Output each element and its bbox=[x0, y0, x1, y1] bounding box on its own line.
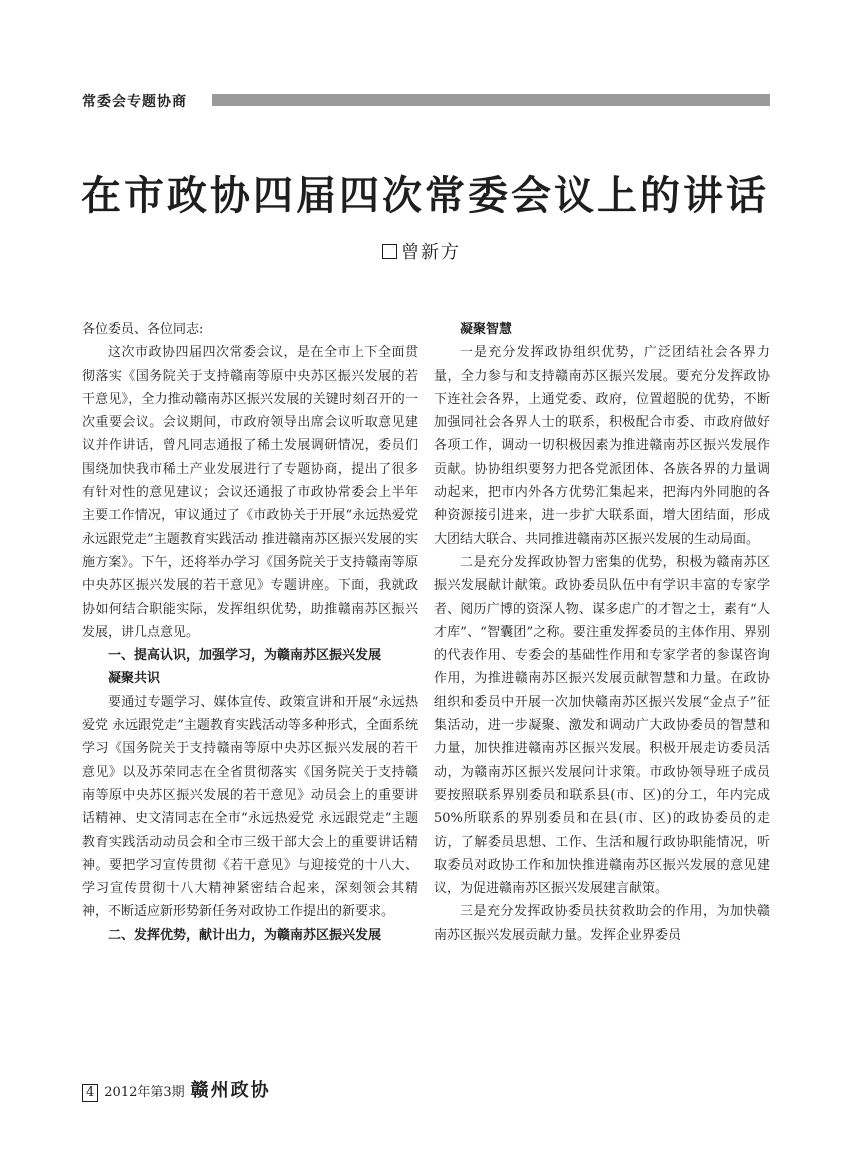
section-heading-1: 一、提高认识，加强学习，为赣南苏区振兴发展 bbox=[108, 648, 382, 664]
left-column bbox=[82, 318, 418, 947]
footer bbox=[82, 1076, 271, 1102]
paragraph-study: 要通过专题学习、媒体宣传、政策宣讲和开展“永远热爱党 永远跟党走”主题教育实践活动等多种形式，全面系统学习《国务院关于支持赣南等原中央苏区振兴发展的若干意见》以及苏荣同志在全省贯彻落实《国务院关于支持赣南等原中央苏区振兴发展的若干意见》动员会上的重要讲话精神、史文清同志在全市“永远热爱党 永远跟党走”主题教育实践活动动员会和全市三级干部大会上的重要讲话精神。要把学习宣传贯彻《若干意见》与迎接党的十八大、学习宣传贯彻十八大精神紧密结合起来，深刻领会其精神，不断适应新形势新任务对政协工作提出的新要求。 bbox=[82, 694, 418, 920]
author-name: 曾新方 bbox=[401, 242, 461, 263]
section-heading-1-cont: 凝聚共识 bbox=[108, 671, 161, 687]
issue-label: 2012年第3期 bbox=[104, 1085, 185, 1100]
section-heading-2-cont: 凝聚智慧 bbox=[460, 322, 513, 337]
section-tag: 常委会专题协商 bbox=[82, 94, 187, 110]
paragraph-point-1: 一是充分发挥政协组织优势，广泛团结社会各界力量，全力参与和支持赣南苏区振兴发展。要充分发挥政协下连社会各界，上通党委、政府，位置超脱的优势，不断加强同社会各界人士的联系，积极配合市委、市政府做好各项工作，调动一切积极因素为推进赣南苏区振兴发展作贡献。协协组织要努力把各党派团体、各族各界的力量调动起来，把市内外各方优势汇集起来，把海内外同胞的各种资源接引进来，进一步扩大联系面，增大团结面，形成大团结大联合、共同推进赣南苏区振兴发展的生动局面。 bbox=[434, 345, 770, 547]
right-column bbox=[434, 318, 770, 947]
paragraph-intro: 这次市政协四届四次常委会议，是在全市上下全面贯彻落实《国务院关于支持赣南等原中央苏区振兴发展的若干意见》，全力推动赣南苏区振兴发展的关键时刻召开的一次重要会议。会议期间，市政府领导出席会议听取意见建议并作讲话，曾凡同志通报了稀土发展调研情况，委员们围绕加快我市稀土产业发展进行了专题协商，提出了很多有针对性的意见建议；会议还通报了市政协常委会上半年主要工作情况，审议通过了《市政协关于开展“永远热爱党 永远跟党走”主题教育实践活动 推进赣南苏区振兴发展的实施方案》。下午，还将举办学习《国务院关于支持赣南等原中央苏区振兴发展的若干意见》专题讲座。下面，我就政协如何结合职能实际，发挥组织优势，助推赣南苏区振兴发展，讲几点意见。 bbox=[82, 345, 418, 640]
journal-name: 赣州政协 bbox=[190, 1080, 271, 1101]
author-box-icon bbox=[382, 244, 397, 259]
section-heading-2: 二、发挥优势，献计出力，为赣南苏区振兴发展 bbox=[108, 927, 382, 943]
article-title: 在市政协四届四次常委会议上的讲话 bbox=[81, 172, 769, 219]
greeting: 各位委员、各位同志: bbox=[82, 322, 204, 337]
paragraph-point-2: 二是充分发挥政协智力密集的优势，积极为赣南苏区振兴发展献计献策。政协委员队伍中有学识丰富的专家学者、阅历广博的资深人物、谋多虑广的才智之士，素有“人才库”、“智囊团”之称。要注重发挥委员的主体作用、界别的代表作用、专委会的基础性作用和专家学者的参谋咨询作用，为推进赣南苏区振兴发展贡献智慧和力量。在政协组织和委员中开展一次加快赣南苏区振兴发展“金点子”征集活动，进一步凝聚、激发和调动广大政协委员的智慧和力量，加快推进赣南苏区振兴发展。积极开展走访委员活动，为赣南苏区振兴发展问计求策。市政协领导班子成员要按照联系界别委员和联系县(市、区)的分工，年内完成50%所联系的界别委员和在县(市、区)的政协委员的走访，了解委员思想、工作、生活和履行政协职能情况，听取委员对政协工作和加快推进赣南苏区振兴发展的意见建议，为促进赣南苏区振兴发展建言献策。 bbox=[434, 554, 770, 897]
paragraph-point-3: 三是充分发挥政协委员扶贫救助会的作用，为加快赣南苏区振兴发展贡献力量。发挥企业界委员 bbox=[434, 904, 770, 943]
page-number: 4 bbox=[82, 1084, 98, 1102]
header-bar bbox=[212, 94, 770, 106]
article-author bbox=[382, 238, 461, 264]
